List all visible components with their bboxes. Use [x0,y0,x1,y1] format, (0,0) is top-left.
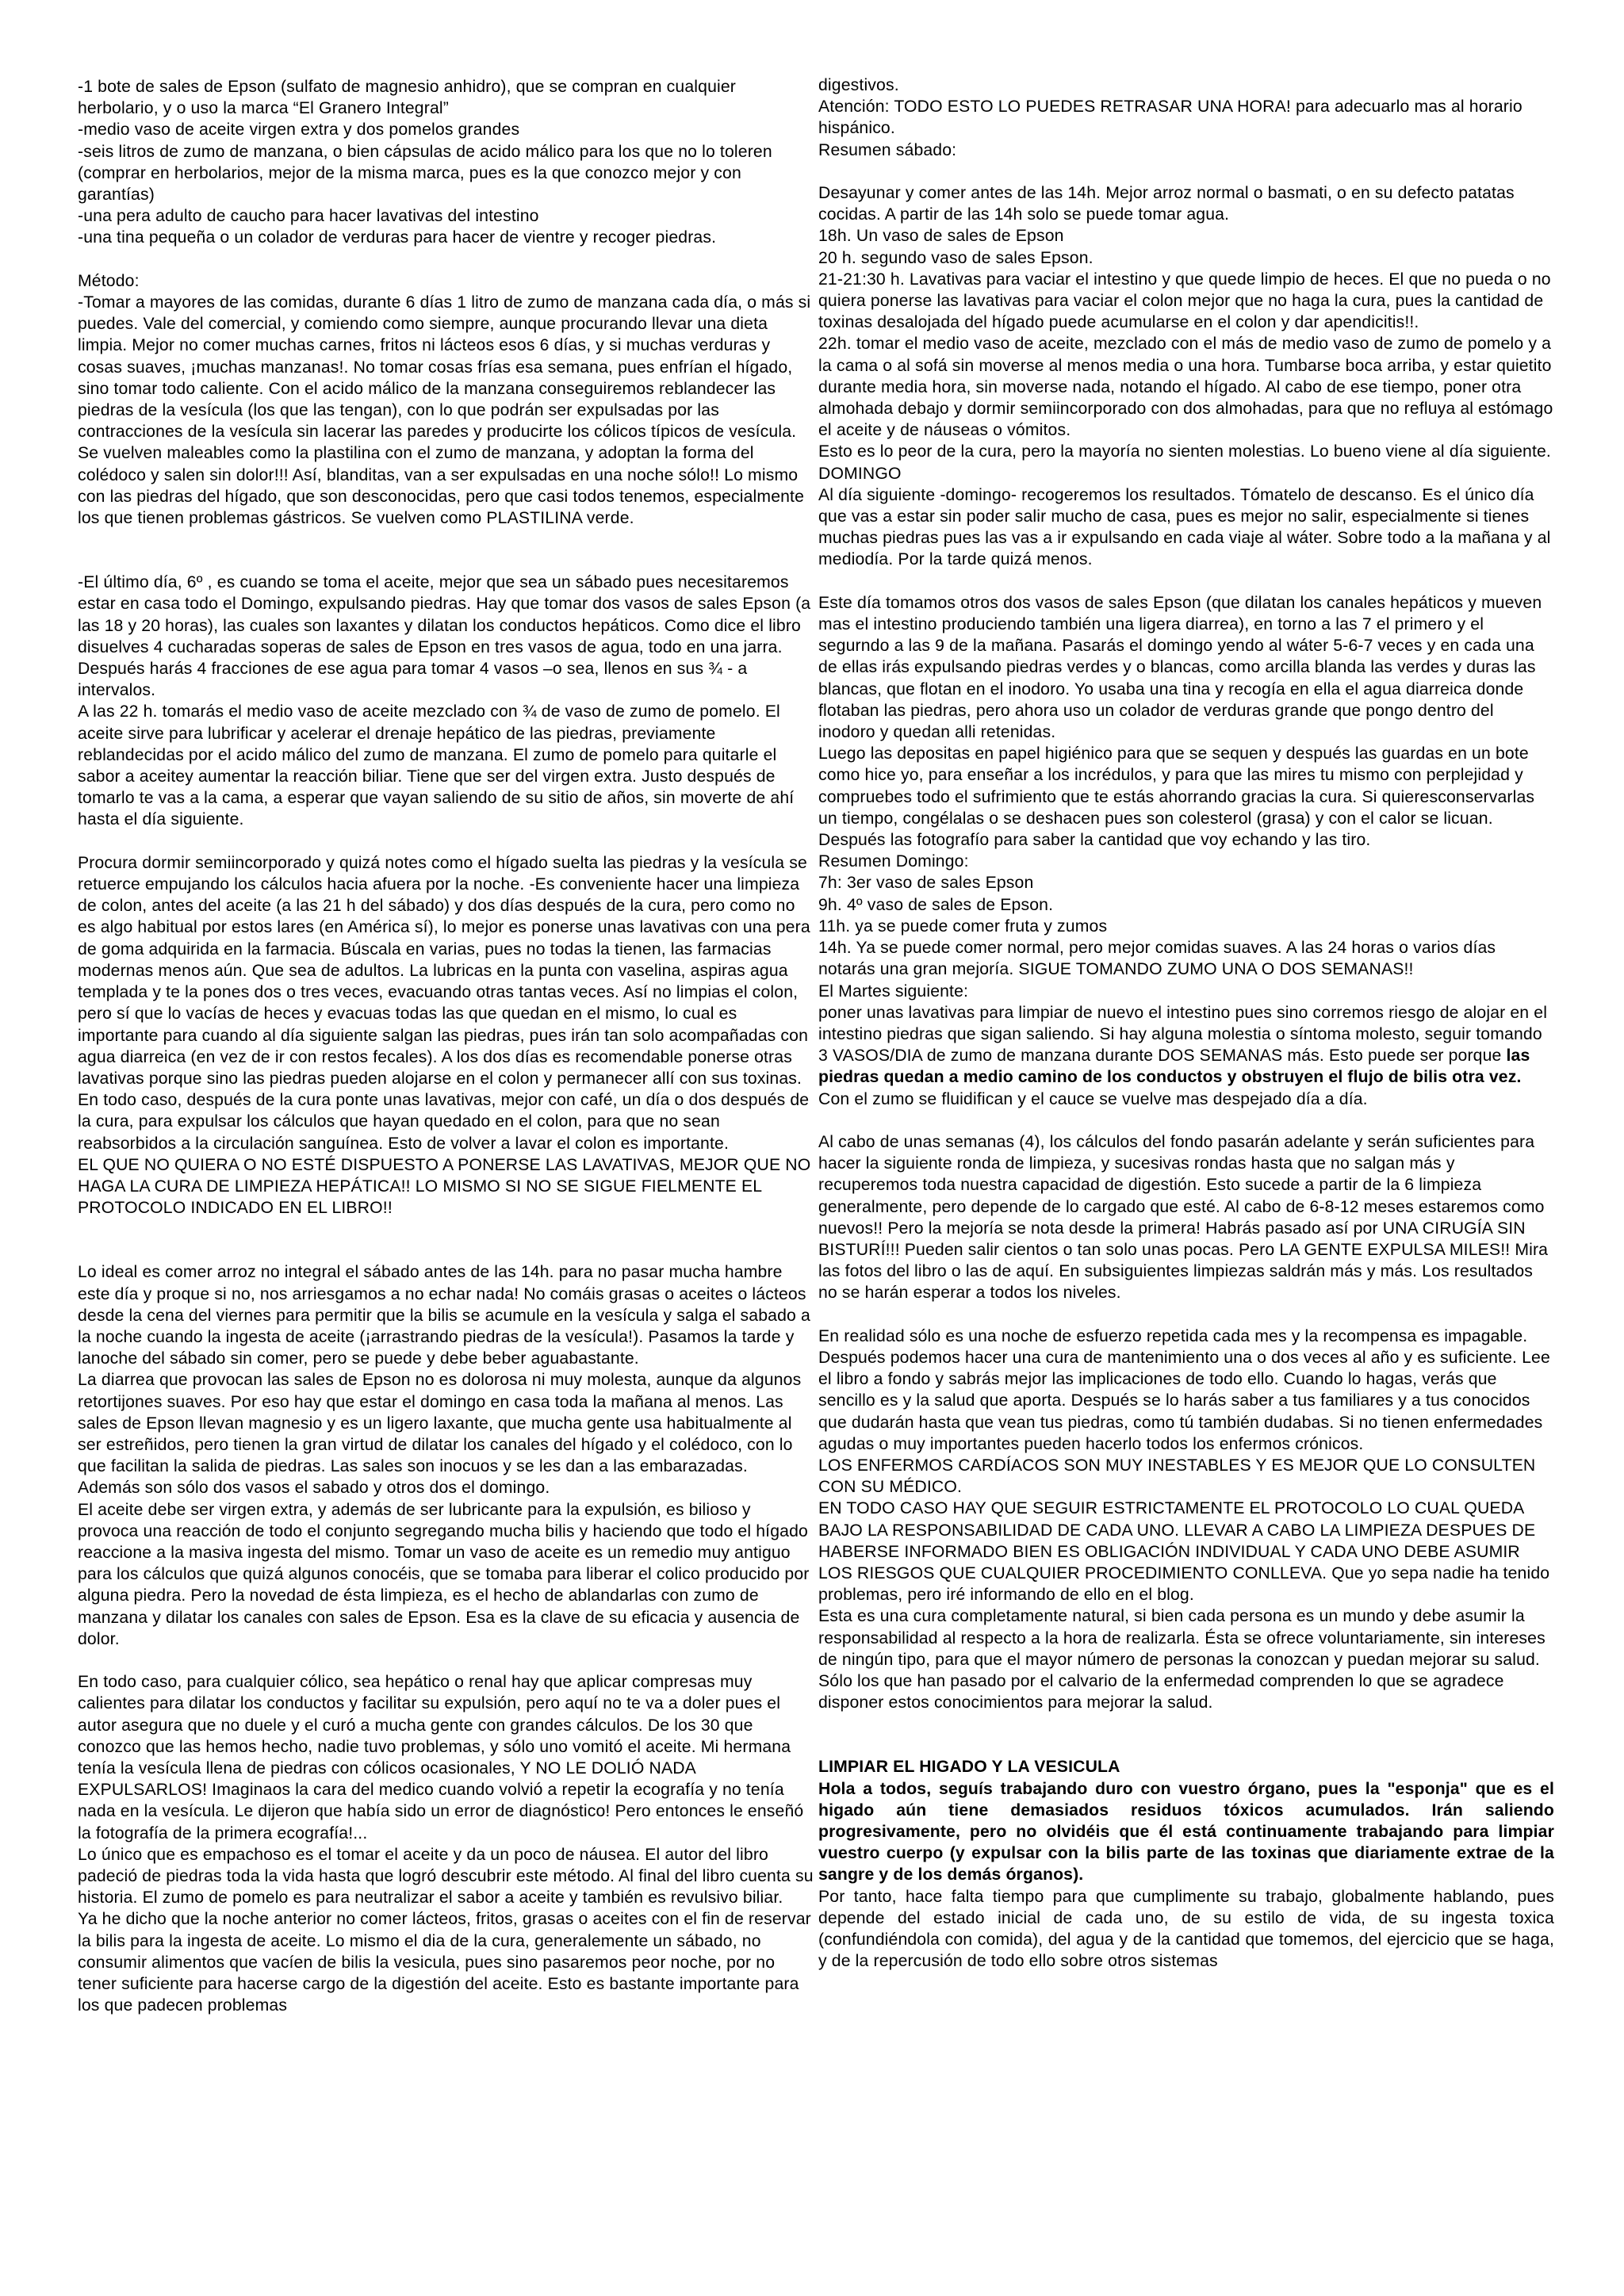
diarrhea-paragraph: La diarrea que provocan las sales de Epson no es dolorosa ni muy molesta, aunque da algunos retortijones suaves. Por eso hay que estar el domingo en casa toda la mañana al menos. Las sales de Epson llevan magnesio y es un ligero laxante, que mucha gente usa habitualmente al ser estreñidos, pero tienen la gran virtud de dilatar los canales del hígado y el colédoco, con lo que facilitan la salida de piedras. Las sales son inocuos y se les dan a las embarazadas. Además son sólo dos vasos el sabado y otros dos el domingo. [78,1371,802,1498]
last-day-paragraph: -El último día, 6º , es cuando se toma el aceite, mejor que sea un sábado pues necesitaremos estar en casa todo el Domingo, expulsando piedras. Hay que tomar dos vasos de sales Epson (a las 18 y 20 horas), las cuales son laxantes y dilatan los conductos hepáticos. Como dice el libro disuelves 4 cucharadas soperas de sales de Epson en tres vasos de agua, todo en una jarra. Después harás 4 fracciones de ese agua para tomar 4 vasos –o sea, llenos en sus ¾ - a intervalos. [78,573,811,700]
tuesday-text-b: Con el zumo se fluidifican y el cauce se vuelve mas despejado día a día. [818,1089,1368,1108]
section-title: LIMPIAR EL HIGADO Y LA VESICULA [818,1758,1120,1777]
sunday-paragraph-2: Este día tomamos otros dos vasos de sales Epson (que dilatan los canales hepáticos y mueven mas el intestino produciendo también una ligera diarrea), en torno a las 7 el primero y el segurndo a las 9 de la mañana. Pasarás el domingo yendo al wáter 5-6-7 veces y en cada una de ellas irás expulsando piedras verdes y o blancas, como arcilla blanda las verdes y duras las blancas, que flotan en el inodoro. Yo usaba una tina y recogía en ella el agua diarreica donde flotaban las piedras, pero ahora uso un colador de verduras grande que pongo dentro del inodoro y quedan alli retenidas. [818,593,1542,742]
tuesday-heading: El Martes siguiente: [818,982,969,1001]
left-column [78,76,814,2016]
method-paragraph: -Tomar a mayores de las comidas, durante 6 días 1 litro de zumo de manzana cada día, o más si puedes. Vale del comercial, y comiendo como siempre, aunque procurando llevar una dieta limpia. Mejor no comer muchas carnes, fritos ni lácteos esos 6 días, y si muchas verduras y cosas suaves, ¡muchas manzanas!. No tomar cosas frías esa semana, pues enfrían el hígado, sino tomar todo caliente. Con el acido málico de la manzana conseguiremos reblandecer las piedras de la vesícula (los que las tengan), con lo que podrán ser expulsadas por las contracciones de la vesícula sin lacerar las paredes y producirte los cólicos típicos de vesícula. Se vuelven maleables como la plastilina con el zumo de manzana, y adoptan la forma del colédoco y salen sin dolor!!! Así, blanditas, van a ser expulsadas en una noche sólo!! Lo mismo con las piedras del hígado, que son desconocidas, pero que casi todos tenemos, especialmente los que tienen problemas gástricos. Se vuelven como PLASTILINA verde. [78,293,811,528]
final-paragraph: Por tanto, hace falta tiempo para que cumplimente su trabajo, globalmente hablando, pues depende del estado inicial de cada uno, de su estilo de vida, de su ingesta toxica (confundiéndola con comida), del agua y de la cantidad que tomemos, del ejercicio que se haga, y de la repercusión de todo ello sobre otros sistemas [818,1887,1554,1971]
right-column [818,75,1554,1972]
materials-item-2: -medio vaso de aceite virgen extra y dos pomelos grandes [78,121,520,140]
materials-item-3: -seis litros de zumo de manzana, o bien cápsulas de acido málico para los que no lo toleren (comprar en herbolarios, mejor de la misma marca, pues es la que conozco mejor y con garantías) [78,142,772,205]
sunday-heading: DOMINGO [818,464,902,483]
tuesday-paragraph [818,1002,1554,1110]
ideal-paragraph: Lo ideal es comer arroz no integral el sábado antes de las 14h. para no pasar mucha hambre este día y proque si no, nos arriesgamos a no echar nada! No comáis grasas o aceites o lácteos desde la cena del viernes para permitir que la bilis se acumule en la vesícula y salga el sabado a la noche cuando la ingesta de aceite (¡arrastrando piedras de la vesícula!). Pasamos la tarde y lanoche del sábado sin comer, pero se puede y debe beber aguabastante. [78,1263,810,1368]
lavative-warning: EL QUE NO QUIERA O NO ESTÉ DISPUESTO A PONERSE LAS LAVATIVAS, MEJOR QUE NO HAGA LA CURA DE LIMPIEZA HEPÁTICA!! LO MISMO SI NO SE SIGUE FIELMENTE EL PROTOCOLO INDICADO EN EL LIBRO!! [78,1155,811,1218]
sunday-step-11h: 11h. ya se puede comer fruta y zumos [818,916,1108,936]
saturday-step-18h: 18h. Un vaso de sales de Epson [818,227,1064,246]
protocol-tail-text: Que yo sepa nadie ha tenido problemas, pero iré informando de ello en el blog. [818,1563,1550,1605]
saturday-step-22h: 22h. tomar el medio vaso de aceite, mezclado con el más de medio vaso de zumo de pomelo y a la cama o al sofá sin moverse al menos media o una hora. Tumbarse boca arriba, y estar quietito durante media hora, sin moverse nada, notando el hígado. Al cabo de ese tiempo, poner otra almohada debajo y dormir semiincorporado con dos almohadas, para que no refluya al estómago el aceite y de náuseas o vómitos. [818,335,1553,440]
sunday-step-9h: 9h. 4º vaso de sales de Epson. [818,895,1054,914]
natural-cure-paragraph: Esta es una cura completamente natural, si bien cada persona es un mundo y debe asumir la responsabilidad al respecto a la hora de realizarla. Ésta se ofrece voluntariamente, sin intereses de ningún tipo, para que el mayor número de personas la conozcan y puedan mejorar su salud. Sólo los que han pasado por el calvario de la enfermedad comprenden lo que se agradece disponer estos conocimientos para mejorar la salud. [818,1607,1545,1712]
protocol-caps-text: EN TODO CASO HAY QUE SEGUIR ESTRICTAMENTE EL PROTOCOLO LO CUAL QUEDA BAJO LA RESPONSABILIDAD DE CADA UNO. LLEVAR A CABO LA LIMPIEZA DESPUES DE HABERSE INFORMADO BIEN ES OBLIGACIÓN INDIVIDUAL Y CADA UNO DEBE ASUMIR LOS RIESGOS QUE CUALQUIER PROCEDIMIENTO CONLLEVA. [818,1499,1536,1582]
sunday-paragraph-3: Luego las depositas en papel higiénico para que se sequen y después las guardas en un bote como hice yo, para enseñar a los incrédulos, y para que las mires tu mismo con perplejidad y compruebes todo el sufrimiento que te estás ahorrando gracias la cura. Si quieresconservarlas un tiempo, congélalas o se deshacen pues son colesterol (grasa) y con el calor se licuan. Después las fotografío para saber la cantidad que voy echando y las tiro. [818,744,1535,850]
intro-bold-paragraph: Hola a todos, seguís trabajando duro con vuestro órgano, pues la "esponja" que es el higado aún tiene demasiados residuos tóxicos acumulados. Irán saliendo progresivamente, pero no olvidéis que él está continuamente trabajando para limpiar vuestro cuerpo (y expulsar con la bilis parte de las toxinas que diariamente extrae de la sangre y de los demás órganos). [818,1779,1554,1885]
protocol-warning [818,1498,1554,1605]
sunday-step-7h: 7h: 3er vaso de sales Epson [818,874,1034,893]
sleep-paragraph: Procura dormir semiincorporado y quizá notes como el hígado suelta las piedras y la vesícula se retuerce empujando los cálculos hacia afuera por la noche. -Es conveniente hacer una limpieza de colon, antes del aceite (a las 21 h del sábado) y dos días después de la cura, pero como no es algo habitual por estos lares (en América sí), lo mejor es ponerse unas lavativas con una pera de goma adquirida en la farmacia. Búscala en varias, pues no todas la tienen, las farmacias modernas menos aún. Que sea de adultos. La lubricas en la punta con vaselina, aspiras agua templada y te la pones dos o tres veces, evacuando otras tantas veces. Así no limpias el colon, pero sí que lo vacías de heces y evacuas todas las que quedan en el mismo, lo cual es importante para cuando al día siguiente salgan las piedras, pues irán tan solo acompañadas con agua diarreica (en vez de ir con restos fecales). A los dos días es recomendable ponerse otras lavativas porque sino las piedras pueden alojarse en el colon y permanecer allí con sus toxinas. En todo caso, después de la cura ponte unas lavativas, mejor con café, un día o dos después de la cura, para expulsar los cálculos que hayan quedado en el colon, para que no sean reabsorbidos a la circulación sanguínea. Esto de volver a lavar el colon es importante. [78,853,810,1153]
oil-night-paragraph: A las 22 h. tomarás el medio vaso de aceite mezclado con ¾ de vaso de zumo de pomelo. El aceite sirve para lubrificar y acelerar el drenaje hepático de las piedras, previamente reblandecidas por el acido málico del zumo de manzana. El zumo de pomelo para quitarle el sabor a aceitey aumentar la reacción biliar. Tiene que ser del virgen extra. Justo después de tomarlo te vas a la cama, a esperar que vayan saliendo de su sitio de años, sin moverte de ahí hasta el día siguiente. [78,702,795,829]
saturday-summary-heading: Resumen sábado: [818,140,957,159]
colic-paragraph: En todo caso, para cualquier cólico, sea hepático o renal hay que aplicar compresas muy calientes para dilatar los conductos y facilitar su expulsión, pero aquí no te va a doler pues el autor asegura que no duele y el curó a mucha gente con grandes cálculos. De los 30 que conozco que las hemos hecho, nadie tuvo problemas, y sólo uno vomitó el aceite. Mi hermana tenía la vesícula llena de piedras con cólicos ocasionales, Y NO LE DOLIÓ NADA EXPULSARLOS! Imaginaos la cara del medico cuando volvió a repetir la ecografía y no tenía nada en la vesícula. Le dijeron que había sido un error de diagnóstico! Pero entonces le enseñó la fotografía de la primera ecografía!... [78,1673,804,1843]
cardiac-warning: LOS ENFERMOS CARDÍACOS SON MUY INESTABLES Y ES MEJOR QUE LO CONSULTEN CON SU MÉDICO. [818,1456,1536,1497]
continued-text: digestivos. [818,76,899,94]
nausea-paragraph: Lo único que es empachoso es el tomar el aceite y da un poco de náusea. El autor del libro padeció de piedras toda la vida hasta que logró descubrir este método. Al final del libro cuenta su historia. El zumo de pomelo es para neutralizar el sabor a aceite y también es revulsivo biliar. [78,1845,814,1908]
weeks-paragraph: Al cabo de unas semanas (4), los cálculos del fondo pasarán adelante y serán suficientes para hacer la siguiente ronda de limpieza, y sucesivas rondas hasta que no salgan más y recuperemos toda nuestra capacidad de digestión. Esto sucede a partir de la 6 limpieza generalmente, pero depende de lo cargado que esté. Al cabo de 6-8-12 meses estaremos como nuevos!! Pero la mejoría se nota desde la primera! Habrás pasado así por UNA CIRUGÍA SIN BISTURÍ!!! Pueden salir cientos o tan solo unas pocas. Pero LA GENTE EXPULSA MILES!! Mira las fotos del libro o las de aquí. En subsiguientes limpiezas saldrán más y más. Los resultados no se harán esperar a todos los niveles. [818,1132,1549,1303]
oil-paragraph: El aceite debe ser virgen extra, y además de ser lubricante para la expulsión, es bilioso y provoca una reacción de todo el conjunto segregando mucha bilis y haciendo que todo el hígado reaccione a la masiva ingesta del mismo. Tomar un vaso de aceite es un remedio muy antiguo para los cálculos que quizá algunos conocéis, que se tomaba para liberar el colico producido por alguna piedra. Pero la novedad de ésta limpieza, es el hecho de ablandarlas con zumo de manzana y dilatar los canales con sales de Epson. Esa es la clave de su eficacia y ausencia de dolor. [78,1500,810,1648]
reality-paragraph: En realidad sólo es una noche de esfuerzo repetida cada mes y la recompensa es impagable. Después podemos hacer una cura de mantenimiento una o dos veces al año y es suficiente. Lee el libro a fondo y sabrás mejor las implicaciones de todo ello. Cuando lo hagas, verás que sencillo es y la salud que aporta. Después se lo harás saber a tus familiares y a tus conocidos que dudarán hasta que vean tus piedras, como tú también dudabas. Si no tienen enfermedades agudas o muy importantes pueden hacerlo todos los enfermos crónicos. [818,1326,1550,1453]
attention-note: Atención: TODO ESTO LO PUEDES RETRASAR UNA HORA! para adecuarlo mas al horario hispánico. [818,98,1522,138]
tuesday-text-a: poner unas lavativas para limpiar de nuevo el intestino pues sino corremos riesgo de alojar en el intestino piedras que sigan saliendo. Si hay alguna molestia o síntoma molesto, seguir tomando 3 VASOS/DIA de zumo de manzana durante DOS SEMANAS más. Esto puede ser porque [818,1003,1548,1066]
saturday-note: Esto es lo peor de la cura, pero la mayoría no sienten molestias. Lo bueno viene al día siguiente. [818,442,1551,461]
method-heading: Método: [78,271,140,290]
sunday-step-14h: 14h. Ya se puede comer normal, pero mejor comidas suaves. A las 24 horas o varios días notarás una gran mejoría. SIGUE TOMANDO ZUMO UNA O DOS SEMANAS!! [818,939,1496,979]
materials-item-4: -una pera adulto de caucho para hacer lavativas del intestino [78,207,539,226]
saturday-step-20h: 20 h. segundo vaso de sales Epson. [818,248,1094,267]
materials-item-5: -una tina pequeña o un colador de verduras para hacer de vientre y recoger piedras. [78,228,717,247]
saturday-step-21h: 21-21:30 h. Lavativas para vaciar el intestino y que quede limpio de heces. El que no pueda o no quiera ponerse las lavativas para vaciar el colon mejor que no haga la cura, pues la cantidad de toxinas desalojada del hígado puede acumularse en el colon y dar apendicitis!!. [818,270,1551,332]
materials-item-1: -1 bote de sales de Epson (sulfato de magnesio anhidro), que se compran en cualquier herbolario, y o uso la marca “El Granero Integral” [78,78,737,118]
night-before-paragraph: Ya he dicho que la noche anterior no comer lácteos, fritos, grasas o aceites con el fin de reservar la bilis para la ingesta de aceite. Lo mismo el dia de la cura, generalemente un sábado, no consumir alimentos que vacíen de bilis la vesicula, pues sino pasaremos peor noche, por no tener suficiente para hacerse cargo de la digestión del aceite. Esto es bastante importante para los que padecen problemas [78,1910,811,2015]
sunday-paragraph-1: Al día siguiente -domingo- recogeremos los resultados. Tómatelo de descanso. Es el único día que vas a estar sin poder salir mucho de casa, pues es mejor no salir, especialmente si tienes muchas piedras pues las vas a ir expulsando en cada viaje al wáter. Sobre todo a la mañana y al mediodía. Por la tarde quizá menos. [818,485,1551,569]
tuesday-bold-text: las piedras quedan a medio camino de los conductos y obstruyen el flujo de bilis otra vez. [818,1047,1530,1087]
saturday-meals: Desayunar y comer antes de las 14h. Mejor arroz normal o basmati, o en su defecto patatas cocidas. A partir de las 14h solo se puede tomar agua. [818,184,1515,224]
sunday-summary-heading: Resumen Domingo: [818,852,969,871]
